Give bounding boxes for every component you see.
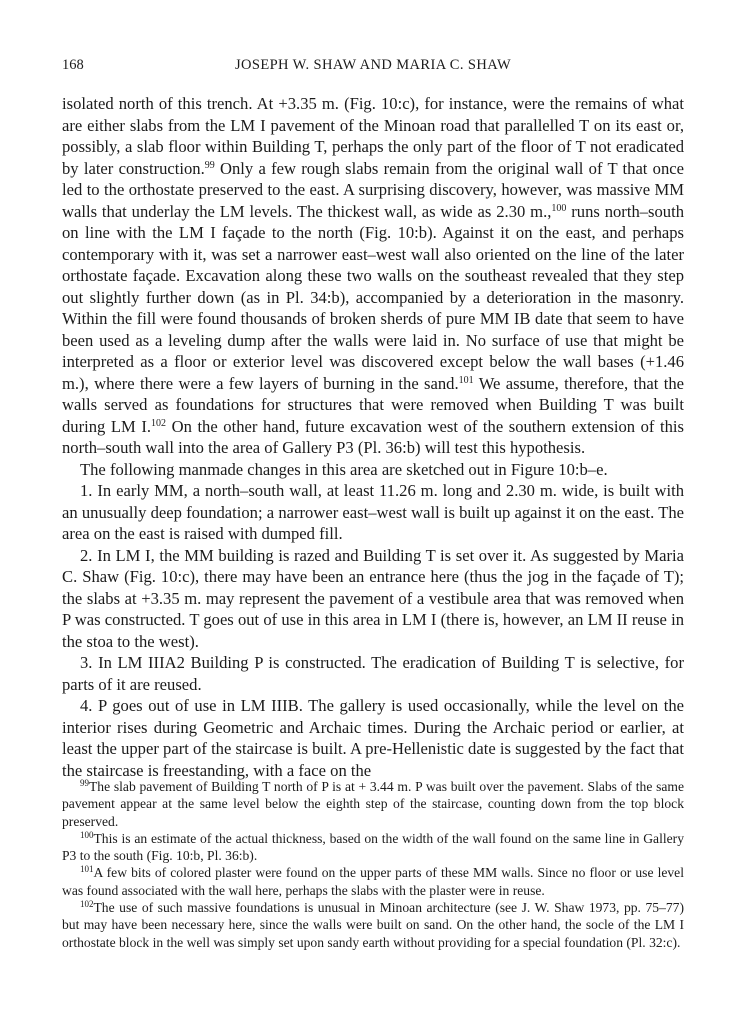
footnote-ref: 102 (151, 417, 167, 429)
footnote (62, 864, 684, 899)
footnote-ref: 101 (458, 374, 474, 386)
text-run: runs north–south on line with the LM I façade to the north (Fig. 10:b). Against it on the east, and perhaps contemporary with it, was set a narrower east–west wall also oriented on the line of the later orthostate façade. Excavation along these two walls on the southeast revealed that they step out slightly further down (as in Pl. 34:b), accompanied by a deterioration in the masonry. Within the fill were found thousands of broken sherds of pure MM IB date that seem to have been used as a leveling dump after the walls were laid in. No surface of use that might be interpreted as a floor or exterior level was discovered except below the wall bases (+1.46 m.), where there were a few layers of burning in the sand. (62, 201, 684, 393)
text-run: On the other hand, future excavation west of the southern extension of this north–south wall into the area of Gallery P3 (Pl. 36:b) will test this hypothesis. (62, 416, 684, 457)
page-header (62, 57, 684, 79)
footnote-ref: 99 (204, 159, 215, 171)
footnote-ref: 100 (551, 202, 567, 214)
footnote-text: A few bits of colored plaster were found on the upper parts of these MM walls. Since no floor or use level was found associated with the wall here, perhaps the slabs with the plaster were in reuse. (62, 865, 684, 898)
paragraph (62, 93, 684, 459)
text-run: The following manmade changes in this area are sketched out in Figure 10:b–e. (80, 459, 608, 479)
footnote-text: The use of such massive foundations is unusual in Minoan architecture (see J. W. Shaw 1973, pp. 75–77) but may have been necessary here, since the walls were built on sand. On the other hand, the socle of the LM I orthostate block in the well was simply set upon sandy earth without providing for a special foundation (Pl. 32:c). (62, 900, 684, 950)
page-number: 168 (62, 57, 84, 73)
text-run: We assume, therefore, that the walls served as foundations for structures that were removed when Building T was built during LM I. (62, 373, 684, 436)
footnote-number: 102 (80, 899, 94, 910)
footnote-number: 99 (80, 778, 89, 788)
running-head: JOSEPH W. SHAW AND MARIA C. SHAW (234, 57, 512, 73)
paragraph (62, 545, 684, 653)
footnotes (62, 778, 684, 951)
footnote-text: This is an estimate of the actual thickness, based on the width of the wall found on the same line in Gallery P3 to the south (Fig. 10:b, Pl. 36:b). (62, 830, 684, 864)
body-text (62, 93, 684, 781)
footnote-text: The slab pavement of Building T north of P is at + 3.44 m. P was built over the pavement. Slabs of the same pavement appear at the same level below the eighth step of the staircase, counting down from the top block preserved. (62, 779, 684, 829)
text-run: 3. In LM IIIA2 Building P is constructed. The eradication of Building T is selective, for parts of it are reused. (62, 653, 684, 694)
text-run: 4. P goes out of use in LM IIIB. The gallery is used occasionally, while the level on the interior rises during Geometric and Archaic times. During the Archaic period or earlier, at least the upper part of the staircase is built. A pre-Hellenistic date is suggested by the fact that the staircase is freestanding, with a face on the (62, 696, 684, 780)
footnote-number: 100 (80, 829, 94, 840)
footnote-number: 101 (80, 864, 94, 875)
text-run: isolated north of this trench. At +3.35 m. (Fig. 10:c), for instance, were the remains of what are either slabs from the LM I pavement of the Minoan road that parallelled T on its east or, possibly, a slab floor within Building T, perhaps the only part of the floor of T not eradicated by later construction. (62, 94, 684, 178)
footnote (62, 830, 684, 865)
footnote (62, 778, 684, 830)
paragraph (62, 480, 684, 545)
text-run: 1. In early MM, a north–south wall, at least 11.26 m. long and 2.30 m. wide, is built with an unusually deep foundation; a narrower east–west wall is built up against it on the east. The area on the east is raised with dumped fill. (62, 481, 684, 543)
paragraph (62, 652, 684, 695)
text-run: Only a few rough slabs remain from the original wall of T that once led to the orthostate preserved to the east. A surprising discovery, however, was massive MM walls that underlay the LM levels. The thickest wall, as wide as 2.30 m., (62, 158, 684, 221)
paragraph (62, 695, 684, 781)
text-run: 2. In LM I, the MM building is razed and Building T is set over it. As suggested by Maria C. Shaw (Fig. 10:c), there may have been an entrance here (thus the jog in the façade of T); the slabs at +3.35 m. may represent the pavement of a vestibule area that was removed when P was constructed. T goes out of use in this area in LM I (there is, however, an LM II reuse in the stoa to the west). (62, 545, 684, 651)
paragraph (62, 459, 684, 481)
footnote (62, 899, 684, 951)
